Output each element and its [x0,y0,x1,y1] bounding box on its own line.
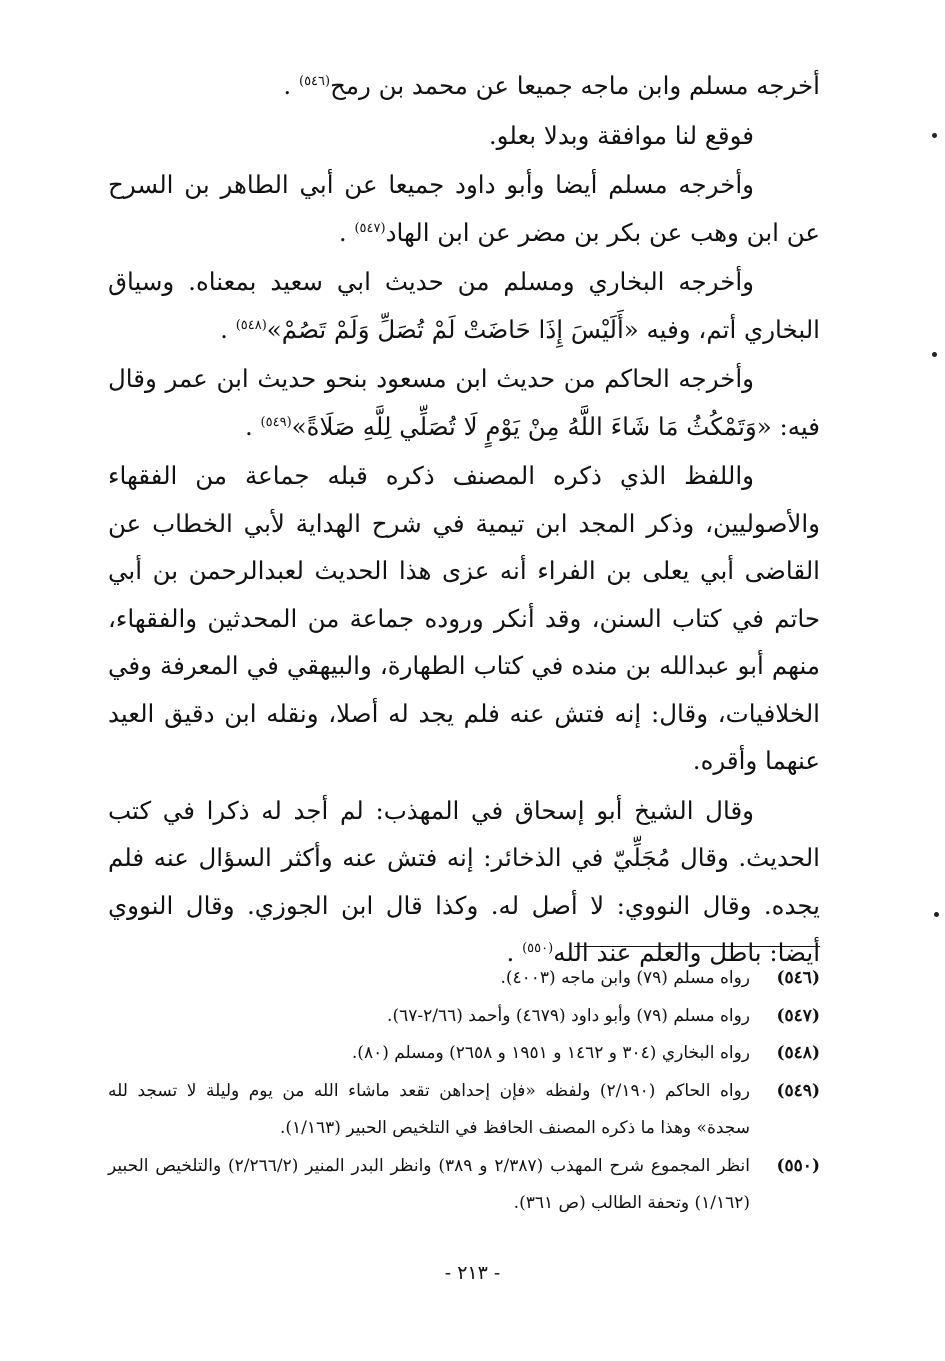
paragraph [108,112,820,160]
footnote-text: رواه البخاري (٣٠٤ و ١٤٦٢ و ١٩٥١ و ٢٦٥٨) ومسلم (٨٠). [351,1043,750,1063]
footnote-number: (٥٤٧) [776,1005,820,1026]
paragraph [108,62,820,110]
paragraph-punctuation: . [338,217,355,247]
paragraph-punctuation: . [283,71,299,100]
footnote-number: (٥٤٩) [776,1080,820,1101]
paragraph-text: أخرجه مسلم وابن ماجه جميعا عن محمد بن رمح [330,71,820,100]
paragraph-text: وأخرجه الحاكم من حديث ابن مسعود بنحو حديث ابن عمر وقال فيه: «وَتَمْكُثُ مَا شَاءَ اللَّهُ مِنْ يَوْمٍ لَا تُصَلِّي لِلَّهِ صَلَاةً» [108,364,820,441]
main-text [108,62,820,977]
paragraph [108,452,820,785]
footnote-reference: (٥٤٦) [299,73,331,89]
paragraph-punctuation: . [244,411,261,441]
footnote [108,960,820,998]
footnote [108,1148,820,1223]
paragraph-punctuation: . [220,314,236,344]
footnote [108,1073,820,1148]
paragraph [108,355,820,450]
paragraph-text: وقال الشيخ أبو إسحاق في المهذب: لم أجد له ذكرا في كتب الحديث. وقال مُجَلِّيّ في الذخائر: إنه فتش عنه وأكثر السؤال عنه فلم يجده. وقال النووي: لا أصل له. وكذا قال ابن الجوزي. وقال النووي أيضا: باطل والعلم عند الله [108,795,820,967]
footnote [108,1035,820,1073]
footnote-text: انظر المجموع شرح المهذب (٢/٣٨٧ و ٣٨٩) وانظر البدر المنير (٢/٢٦٦/٢) والتلخيص الحبير (١/١٦٢) وتحفة الطالب (ص ٣٦١). [108,1155,750,1213]
paragraph-text: واللفظ الذي ذكره المصنف ذكره قبله جماعة من الفقهاء والأصوليين، وذكر المجد ابن تيمية في شرح الهداية لأبي الخطاب عن القاضى أبي يعلى بن الفراء أنه عزى هذا الحديث لعبدالرحمن بن أبي حاتم في كتاب السنن، وقد أنكر وروده جماعة من المحدثين والفقهاء، منهم أبو عبدالله بن منده في كتاب الطهارة، والبيهقي في المعرفة وفي الخلافيات، وقال: إنه فتش عنه فلم يجد له أصلا، ونقله ابن دقيق العيد عنهما وأقره. [108,461,820,775]
footnote-number: (٥٤٨) [776,1043,820,1063]
scan-dot [934,912,939,917]
paragraph-text: فوقع لنا موافقة وبدلا بعلو. [488,120,754,150]
paragraph [108,161,820,256]
footnote-text: رواه مسلم (٧٩) وابن ماجه (٤٠٠٣). [500,968,750,988]
footnote-text: رواه مسلم (٧٩) وأبو داود (٤٦٧٩) وأحمد (٢/٦٦-٦٧). [387,1005,750,1026]
paragraph-text: وأخرجه مسلم أيضا وأبو داود جميعا عن أبي الطاهر بن السرح عن ابن وهب عن بكر بن مضر عن ابن الهاد [108,170,820,247]
page-number: - ٢١٣ - [444,1262,501,1284]
scan-dot [932,133,937,138]
footnote-reference: (٥٥٠) [522,940,554,956]
footnote-text: رواه الحاكم (٢/١٩٠) ولفظه «فإن إحداهن تقعد ماشاء الله من يوم وليلة لا تسجد لله سجدة» وهذا ما ذكره المصنف الحافظ في التلخيص الحبير (١/١٦٣). [108,1080,750,1138]
paragraph-punctuation: . [506,938,523,967]
footnote-reference: (٥٤٩) [260,414,292,430]
paragraph-text: وأخرجه البخاري ومسلم من حديث ابي سعيد بمعناه. وسياق البخاري أتم، وفيه «أَلَيْسَ إِذَا حَاضَتْ لَمْ تُصَلِّ وَلَمْ تَصُمْ» [108,267,820,344]
footnote-number: (٥٤٦) [776,968,820,988]
footnote-reference: (٥٤٨) [235,317,267,333]
paragraph [108,258,820,353]
footnote-reference: (٥٤٧) [354,220,386,236]
footnote-number: (٥٥٠) [776,1155,820,1176]
footnotes [108,960,820,1223]
footnote [108,998,820,1036]
scan-dot [932,352,937,357]
paragraph [108,787,820,977]
footnote-separator [574,946,820,947]
